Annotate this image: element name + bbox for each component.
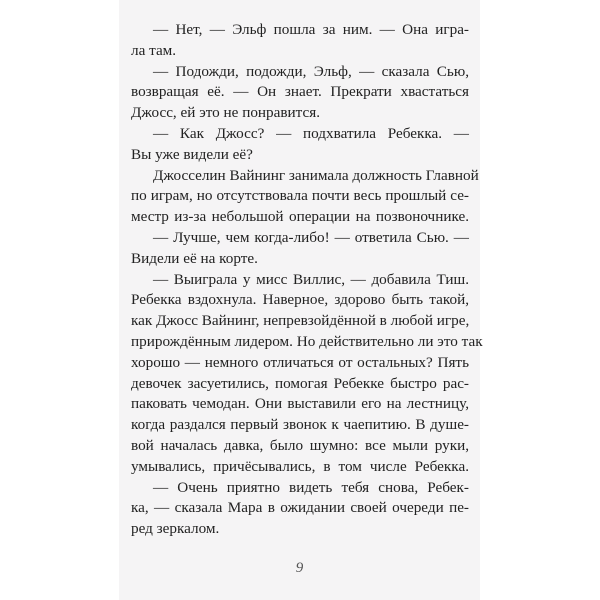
text-line: девочек засуетились, помогая Ребекке быстро рас- — [131, 374, 469, 392]
text-line: — Выиграла у мисс Виллис, — добавила Тиш. — [153, 270, 469, 288]
page-number: 9 — [295, 560, 304, 576]
text-line: как Джосс Вайнинг, непревзойдённой в любой игре, — [131, 312, 470, 330]
text-line: — Как Джосс? — подхватила Ребекка. — — [153, 124, 469, 142]
text-line: прирождённым лидером. Но действительно ли это так — [131, 332, 483, 350]
text-line: ка, — сказала Мара в ожидании своей очереди пе- — [131, 499, 469, 517]
text-line: Джосс, ей это не понравится. — [131, 104, 321, 122]
text-line: умывались, причёсывались, в том числе Ребекка. — [131, 457, 469, 475]
text-line: Ребекка вздохнула. Наверное, здорово быть такой, — [131, 291, 469, 309]
text-line: — Подожди, подожди, Эльф, — сказала Сью, — [153, 62, 469, 80]
text-line: ред зеркалом. — [131, 520, 220, 538]
text-line: Вы уже видели её? — [131, 145, 253, 163]
text-line: по играм, но отсутствовала почти весь прошлый се- — [131, 187, 469, 205]
text-line: возвращая её. — Он знает. Прекрати хвастаться — [131, 83, 469, 101]
text-line: паковать чемодан. Они выставили его на лестницу, — [131, 395, 469, 413]
text-line: вой началась давка, было шумно: все мыли руки, — [131, 436, 469, 454]
text-line: — Нет, — Эльф пошла за ним. — Она игра- — [153, 21, 469, 38]
text-line: местр из-за небольшой операции на позвоночнике. — [131, 208, 469, 226]
text-line: хорошо — немного отличаться от остальных? Пять — [131, 353, 469, 371]
text-line: Джосселин Вайнинг занимала должность Главной — [153, 166, 479, 184]
book-page — [119, 0, 483, 600]
text-line: Видели её на корте. — [131, 249, 258, 267]
text-line: ла там. — [131, 41, 177, 59]
page-body-text — [131, 20, 483, 540]
text-line: — Очень приятно видеть тебя снова, Ребек- — [153, 478, 469, 496]
text-line: — Лучше, чем когда-либо! — ответила Сью. — — [153, 228, 469, 246]
text-line: когда раздался первый звонок к чаепитию. В душе- — [131, 416, 469, 434]
